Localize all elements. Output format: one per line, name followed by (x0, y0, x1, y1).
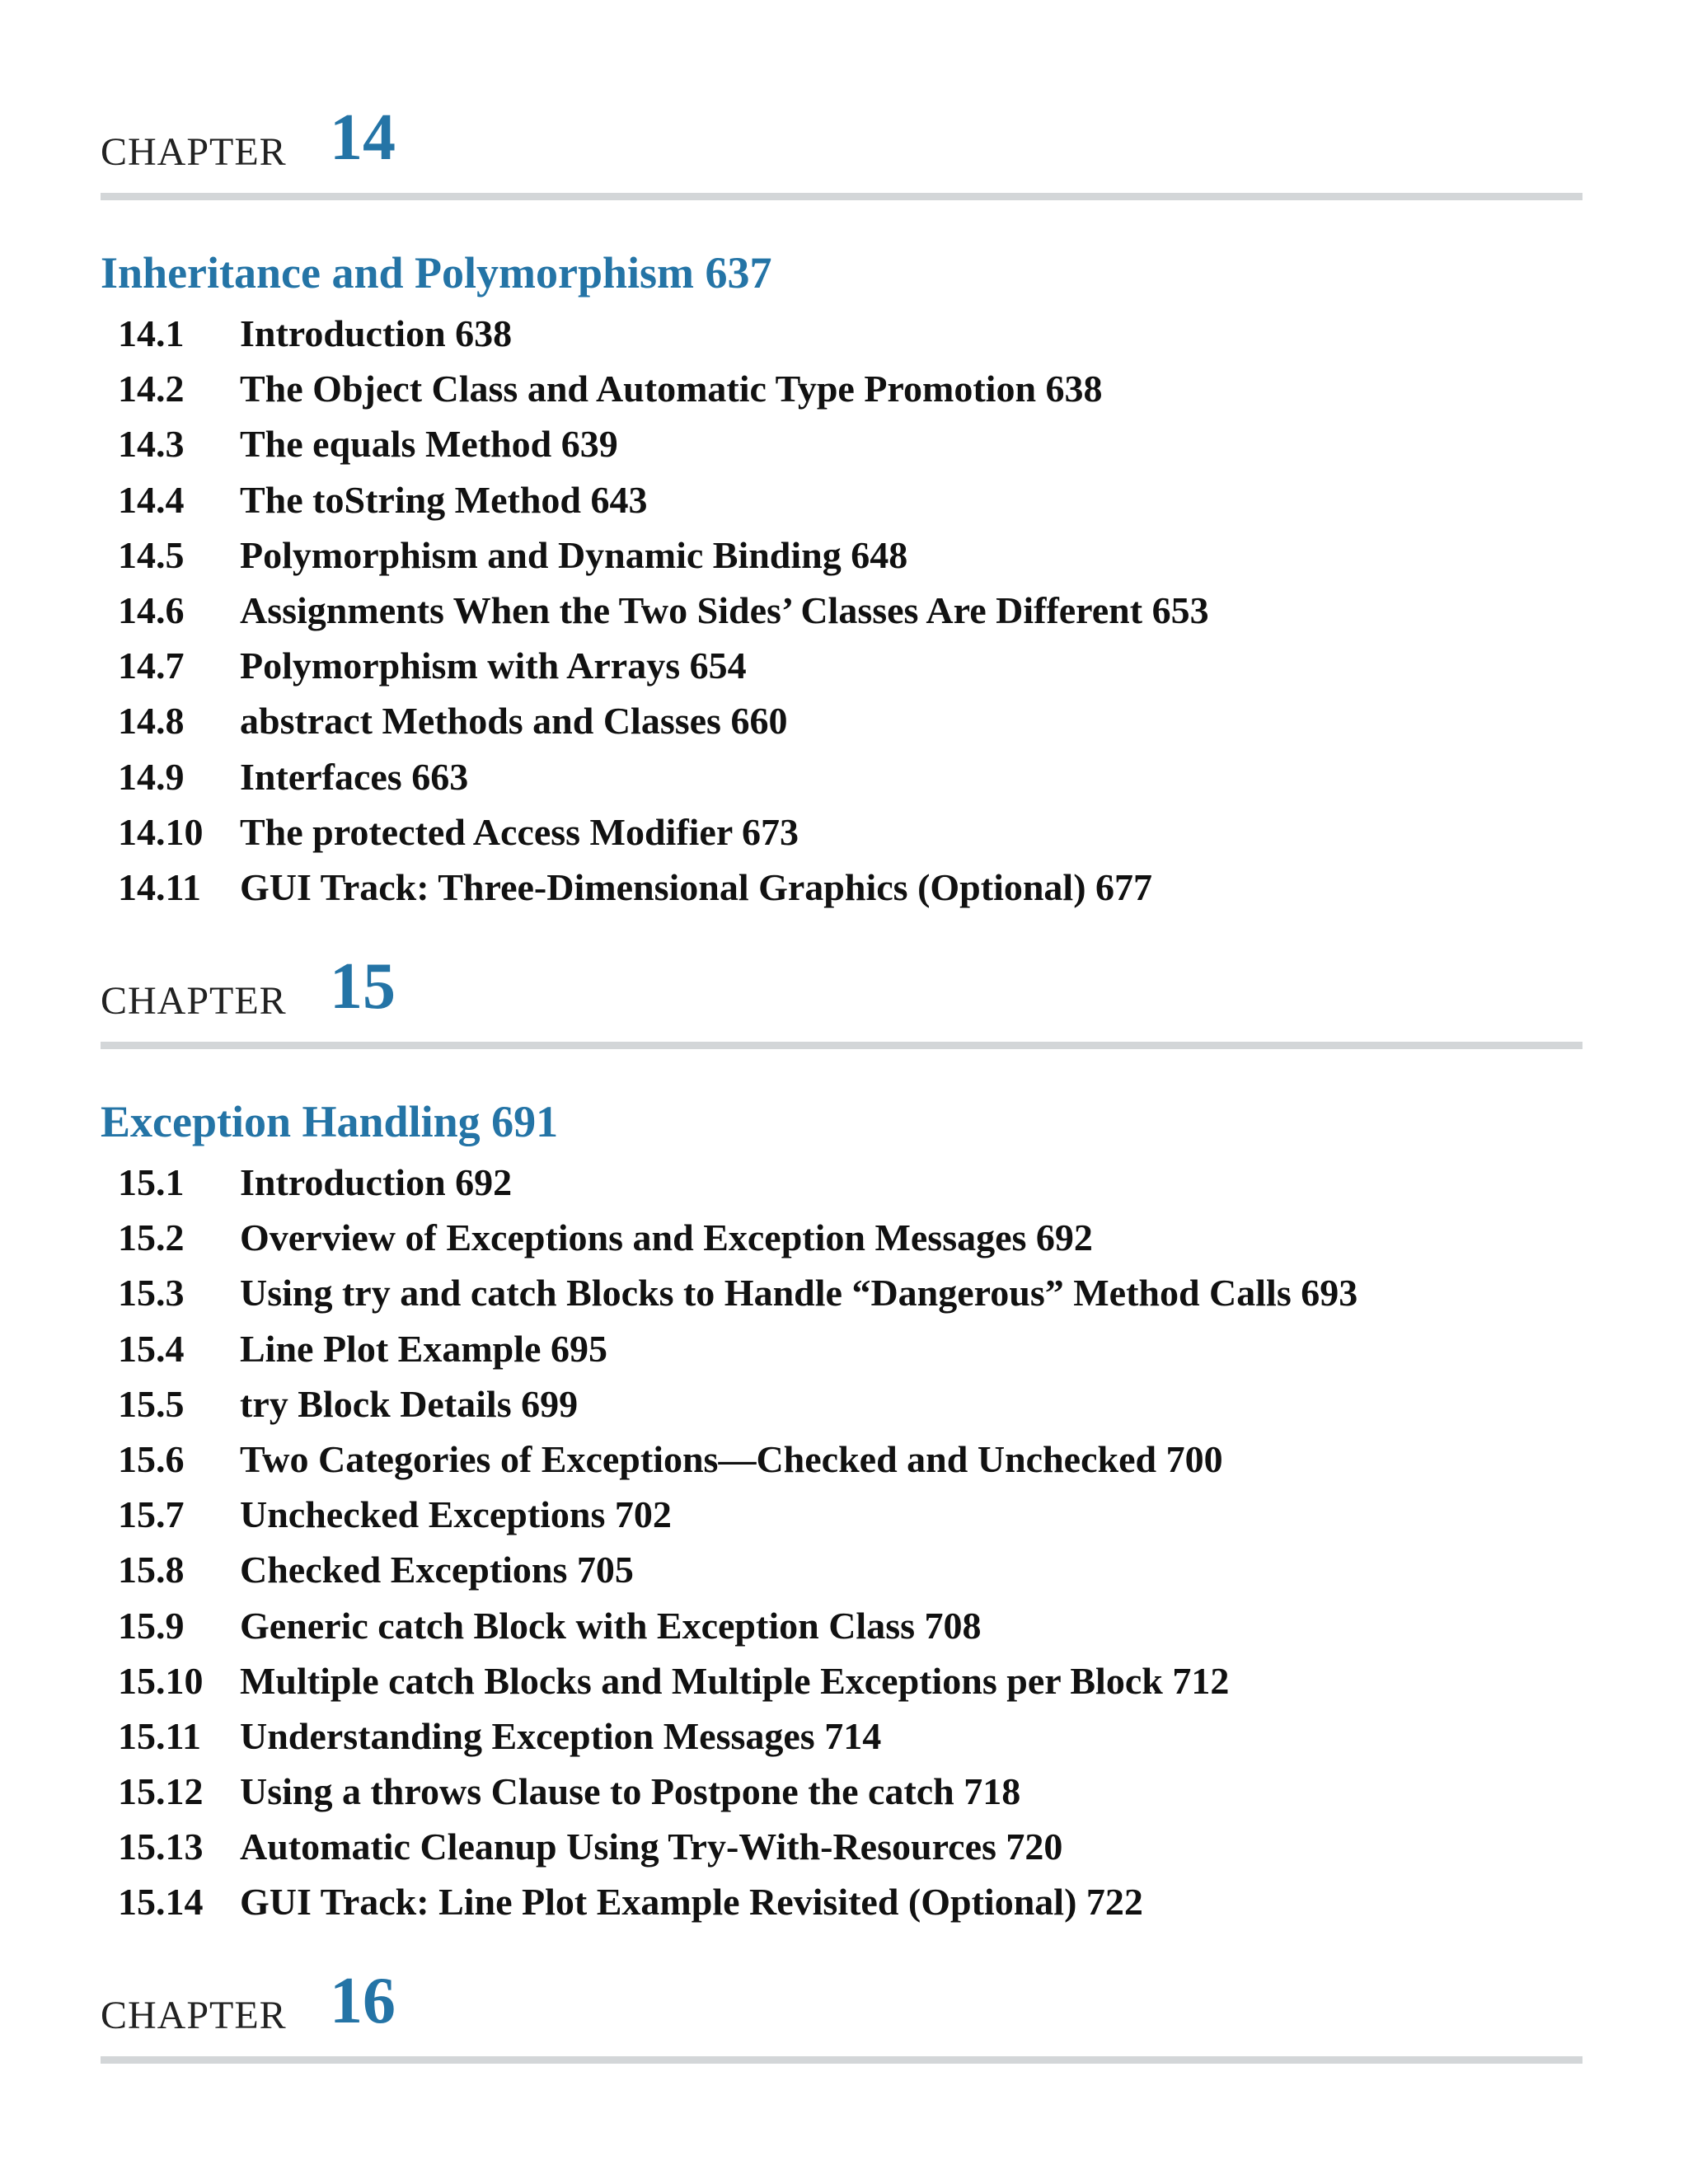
section-number: 14.10 (118, 810, 204, 853)
chapter-number: 15 (330, 950, 396, 1023)
section-number: 15.6 (118, 1437, 185, 1480)
toc-entry[interactable] (118, 860, 1568, 915)
section-title: Checked Exceptions 705 (240, 1549, 634, 1591)
section-title: abstract Methods and Classes 660 (240, 700, 788, 743)
section-number: 15.8 (118, 1549, 185, 1591)
section-title: The protected Access Modifier 673 (240, 810, 799, 853)
chapter-divider (101, 2056, 1582, 2064)
section-title: Understanding Exception Messages 714 (240, 1714, 882, 1757)
section-title: Assignments When the Two Sides’ Classes Are Different 653 (240, 588, 1209, 631)
toc-entry[interactable] (118, 1874, 1568, 1929)
chapter-title[interactable]: Inheritance and Polymorphism 637 (101, 248, 772, 298)
chapter-divider (101, 193, 1582, 200)
section-title: Using a throws Clause to Postpone the catch 718 (240, 1770, 1021, 1813)
toc-entry[interactable] (118, 1487, 1568, 1542)
chapter-header (101, 101, 1582, 191)
section-title: Unchecked Exceptions 702 (240, 1493, 672, 1536)
section-title: Multiple catch Blocks and Multiple Exceptions per Block 712 (240, 1659, 1230, 1702)
section-number: 14.1 (118, 312, 185, 354)
section-number: 14.9 (118, 755, 185, 798)
chapter-number: 16 (330, 1965, 396, 2037)
section-number: 14.2 (118, 368, 185, 410)
chapter-label: CHAPTER (101, 130, 287, 174)
toc-entry[interactable] (118, 1321, 1568, 1376)
toc-entry[interactable] (118, 638, 1568, 693)
section-title: Polymorphism and Dynamic Binding 648 (240, 533, 908, 576)
section-number: 15.10 (118, 1659, 204, 1702)
section-number: 14.8 (118, 700, 185, 743)
section-number: 15.9 (118, 1604, 185, 1647)
section-title: Automatic Cleanup Using Try-With-Resources 720 (240, 1825, 1063, 1868)
chapter-number: 14 (330, 101, 396, 174)
toc-entry[interactable] (118, 749, 1568, 804)
toc-entry[interactable] (118, 361, 1568, 416)
section-number: 15.7 (118, 1493, 185, 1536)
toc-entry[interactable] (118, 1764, 1568, 1819)
toc-entry[interactable] (118, 804, 1568, 860)
chapter-label: CHAPTER (101, 979, 287, 1023)
section-number: 15.5 (118, 1382, 185, 1425)
section-title: try Block Details 699 (240, 1382, 579, 1425)
toc-entry[interactable] (118, 1598, 1568, 1653)
toc-entry[interactable] (118, 693, 1568, 748)
toc-entry[interactable] (118, 1210, 1568, 1265)
section-number: 14.5 (118, 533, 185, 576)
section-title: Introduction 638 (240, 312, 513, 354)
toc-entry[interactable] (118, 1155, 1568, 1210)
toc-entry[interactable] (118, 416, 1568, 471)
section-number: 14.4 (118, 478, 185, 521)
toc-entry[interactable] (118, 472, 1568, 527)
chapter-title[interactable]: Exception Handling 691 (101, 1097, 559, 1146)
toc-entry[interactable] (118, 1542, 1568, 1597)
toc-entry[interactable] (118, 1819, 1568, 1874)
toc-entry[interactable] (118, 1376, 1568, 1432)
toc-entry[interactable] (118, 1653, 1568, 1708)
toc-entry[interactable] (118, 306, 1568, 361)
section-number: 14.11 (118, 865, 201, 908)
section-title: The Object Class and Automatic Type Promotion 638 (240, 368, 1103, 410)
section-title: Line Plot Example 695 (240, 1327, 607, 1370)
toc-entry[interactable] (118, 1708, 1568, 1764)
section-number: 15.3 (118, 1272, 185, 1315)
chapter-header (101, 949, 1582, 1040)
chapter-label: CHAPTER (101, 1994, 287, 2037)
section-number: 15.2 (118, 1216, 185, 1259)
section-title: The toString Method 643 (240, 478, 648, 521)
section-title: Polymorphism with Arrays 654 (240, 644, 747, 687)
section-title: Introduction 692 (240, 1161, 513, 1203)
section-title: Two Categories of Exceptions—Checked and Unchecked 700 (240, 1437, 1223, 1480)
chapter-header (101, 1964, 1582, 2055)
section-list (118, 306, 1568, 915)
section-title: Generic catch Block with Exception Class 708 (240, 1604, 982, 1647)
section-number: 15.4 (118, 1327, 185, 1370)
section-title: Interfaces 663 (240, 755, 469, 798)
section-number: 15.13 (118, 1825, 204, 1868)
section-number: 14.3 (118, 423, 185, 466)
section-title: Using try and catch Blocks to Handle “Dangerous” Method Calls 693 (240, 1272, 1358, 1315)
section-title: Overview of Exceptions and Exception Messages 692 (240, 1216, 1093, 1259)
section-title: The equals Method 639 (240, 423, 618, 466)
section-number: 14.6 (118, 588, 185, 631)
section-list (118, 1155, 1568, 1930)
section-title: GUI Track: Three-Dimensional Graphics (Optional) 677 (240, 865, 1153, 908)
section-number: 15.12 (118, 1770, 204, 1813)
section-number: 15.1 (118, 1161, 185, 1203)
toc-entry[interactable] (118, 527, 1568, 583)
toc-entry[interactable] (118, 583, 1568, 638)
toc-entry[interactable] (118, 1432, 1568, 1487)
chapter-divider (101, 1042, 1582, 1049)
section-number: 15.14 (118, 1881, 204, 1924)
section-number: 15.11 (118, 1714, 201, 1757)
section-title: GUI Track: Line Plot Example Revisited (Optional) 722 (240, 1881, 1143, 1924)
toc-entry[interactable] (118, 1265, 1568, 1320)
section-number: 14.7 (118, 644, 185, 687)
